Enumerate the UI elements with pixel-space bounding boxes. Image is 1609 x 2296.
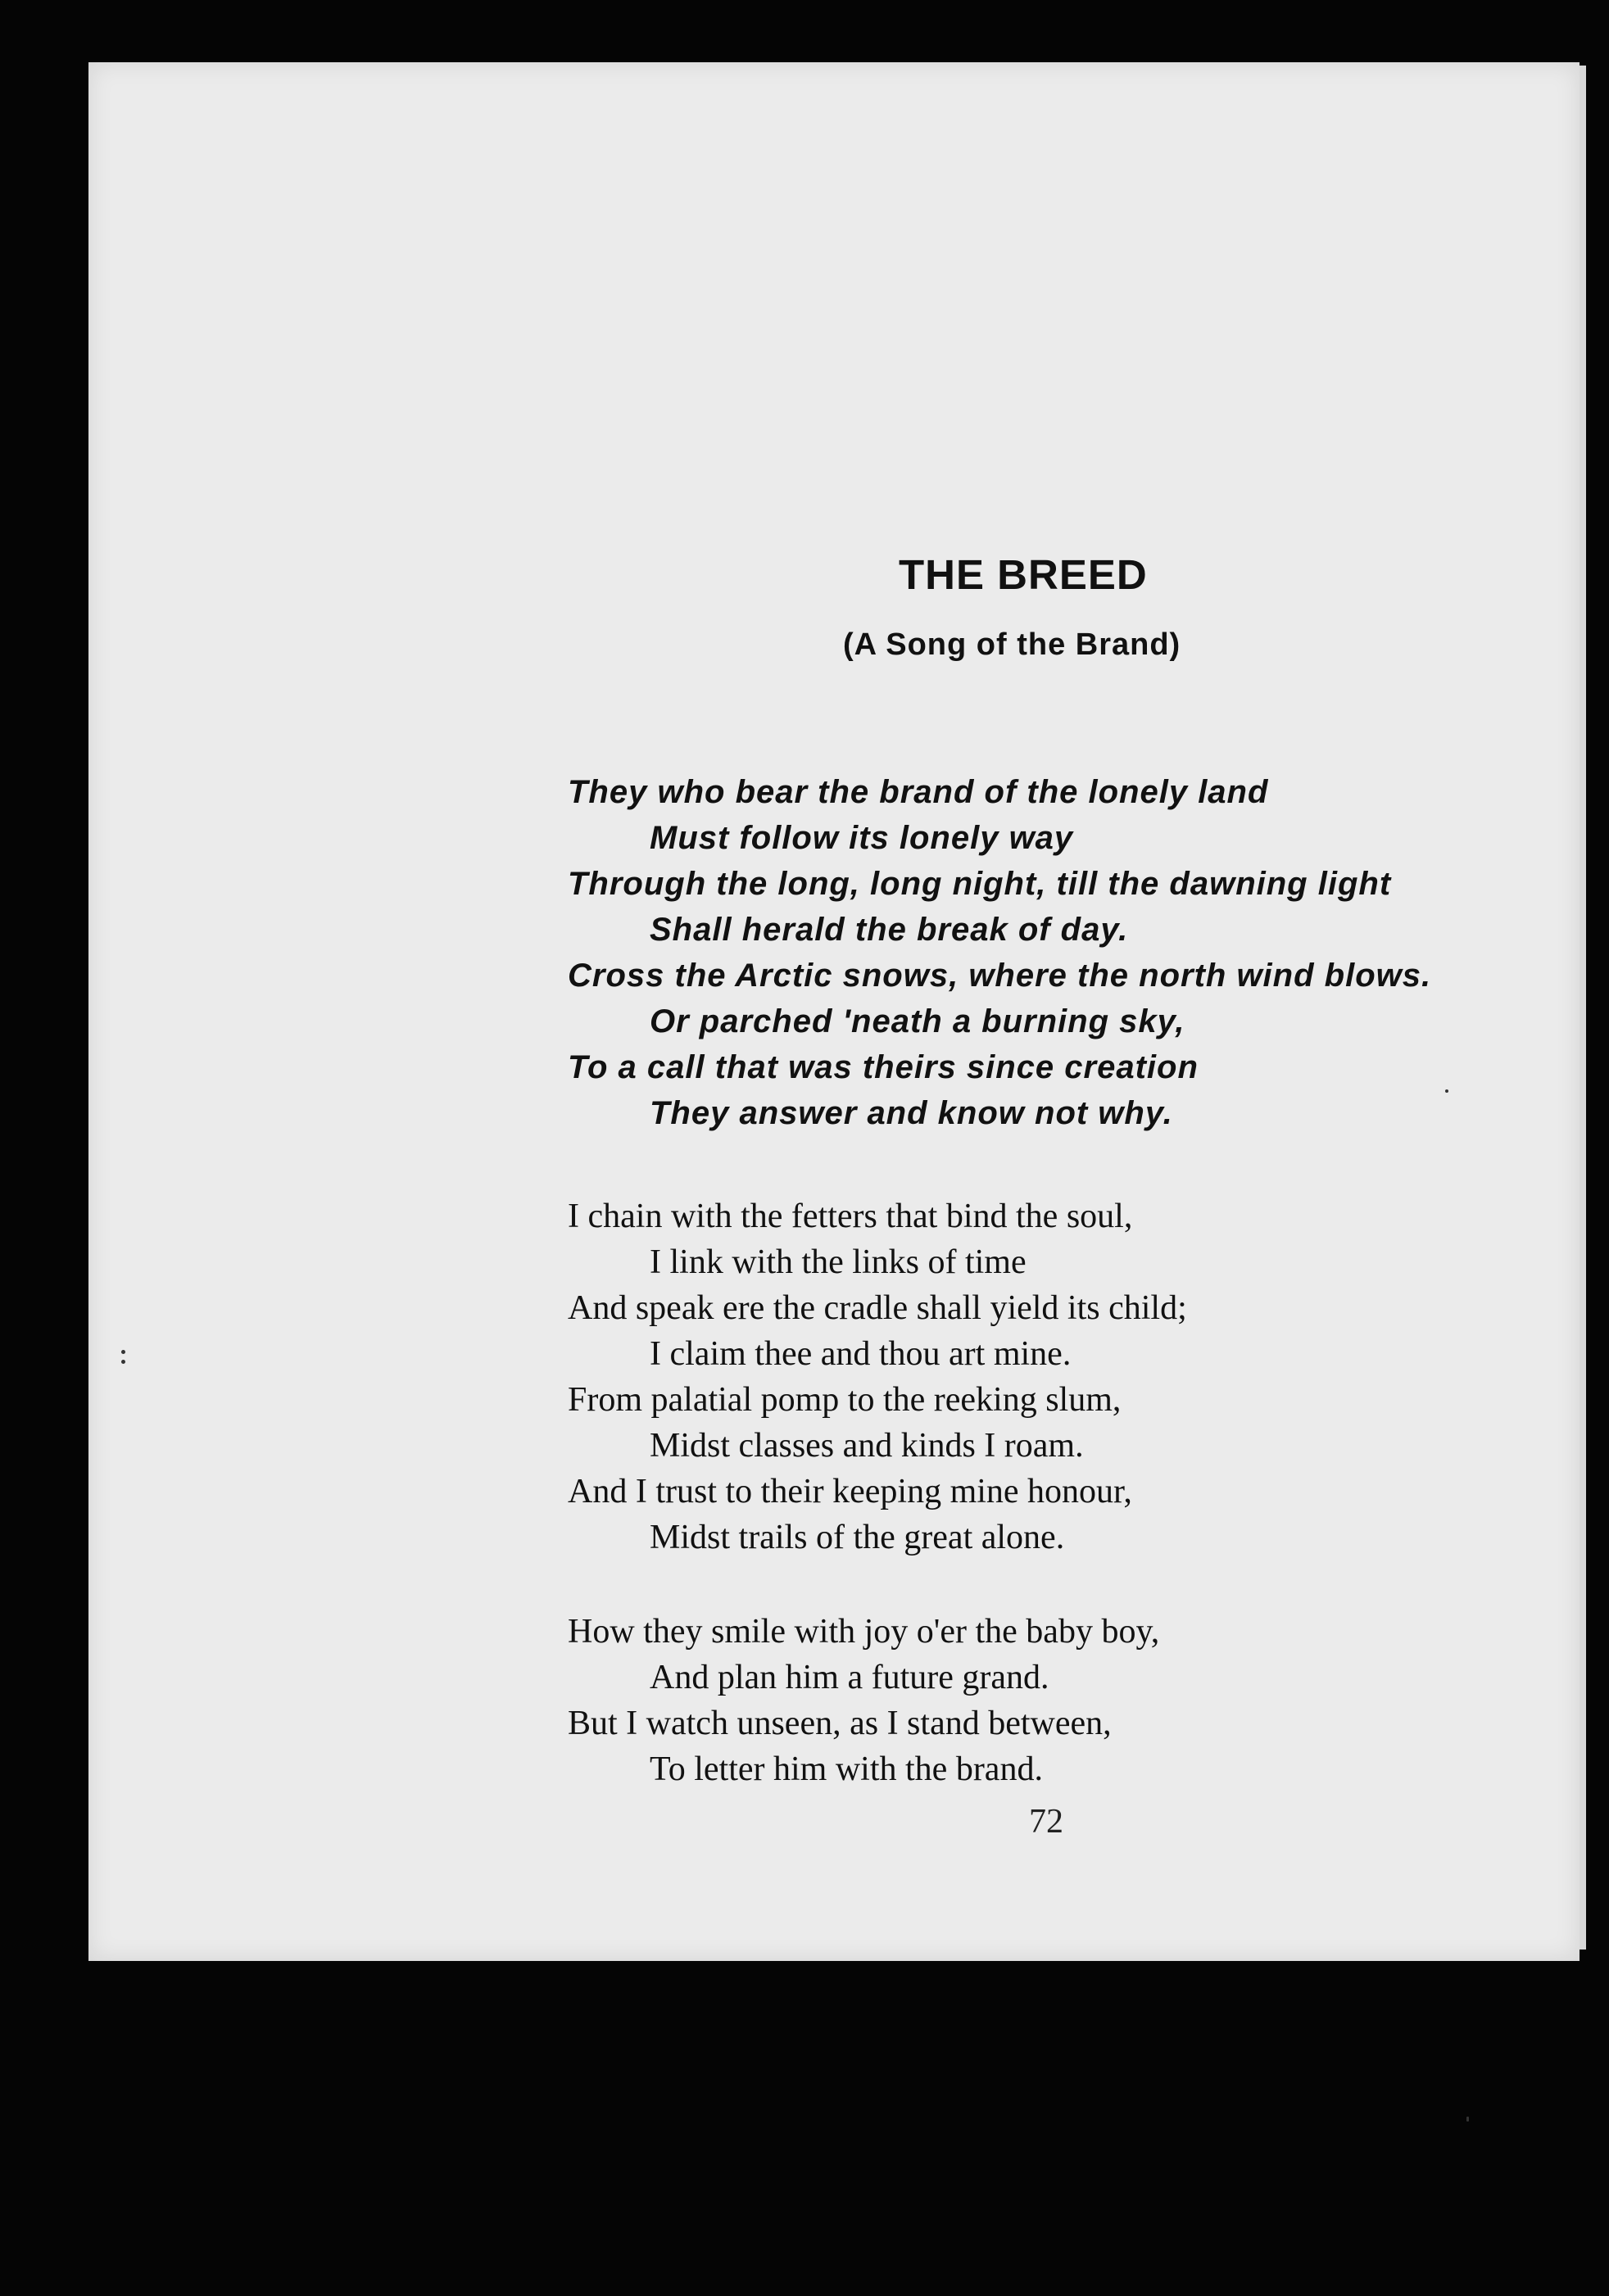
stanza-3 [568,1609,1551,1792]
poem-title: THE BREED [899,551,1148,598]
verse-line: How they smile with joy o'er the baby boy, [568,1613,1160,1651]
verse-line: Shall herald the break of day. [650,912,1129,948]
verse-line: I link with the links of time [650,1243,1027,1281]
scan-speck [121,1350,125,1354]
verse-line: They who bear the brand of the lonely land [568,774,1269,810]
verse-line: Through the long, long night, till the dawning light [568,866,1392,902]
page-number: 72 [1029,1803,1063,1841]
verse-line: And plan him a future grand. [650,1659,1049,1696]
poem-subtitle: (A Song of the Brand) [843,627,1181,662]
book-page [88,62,1580,1961]
verse-line: Must follow its lonely way [650,820,1074,856]
verse-line: Midst trails of the great alone. [650,1519,1065,1556]
verse-line: But I watch unseen, as I stand between, [568,1705,1112,1742]
verse-line: They answer and know not why. [650,1095,1173,1131]
verse-line: Or parched 'neath a burning sky, [650,1003,1185,1039]
scan-speck [1445,1089,1448,1093]
verse-line: To letter him with the brand. [650,1750,1043,1788]
scan-speck [1466,2117,1469,2122]
verse-line: From palatial pomp to the reeking slum, [568,1381,1122,1419]
verse-line: And speak ere the cradle shall yield its child; [568,1289,1187,1327]
verse-line: Midst classes and kinds I roam. [650,1427,1084,1465]
stanza-1 [568,769,1551,1136]
verse-line: I chain with the fetters that bind the soul, [568,1198,1133,1235]
verse-line: Cross the Arctic snows, where the north wind blows. [568,958,1432,994]
verse-line: To a call that was theirs since creation [568,1049,1199,1085]
page-edge [1580,66,1586,1950]
verse-line: And I trust to their keeping mine honour, [568,1473,1132,1510]
verse-line: I claim thee and thou art mine. [650,1335,1072,1373]
scan-speck [121,1360,125,1364]
stanza-2 [568,1193,1551,1560]
